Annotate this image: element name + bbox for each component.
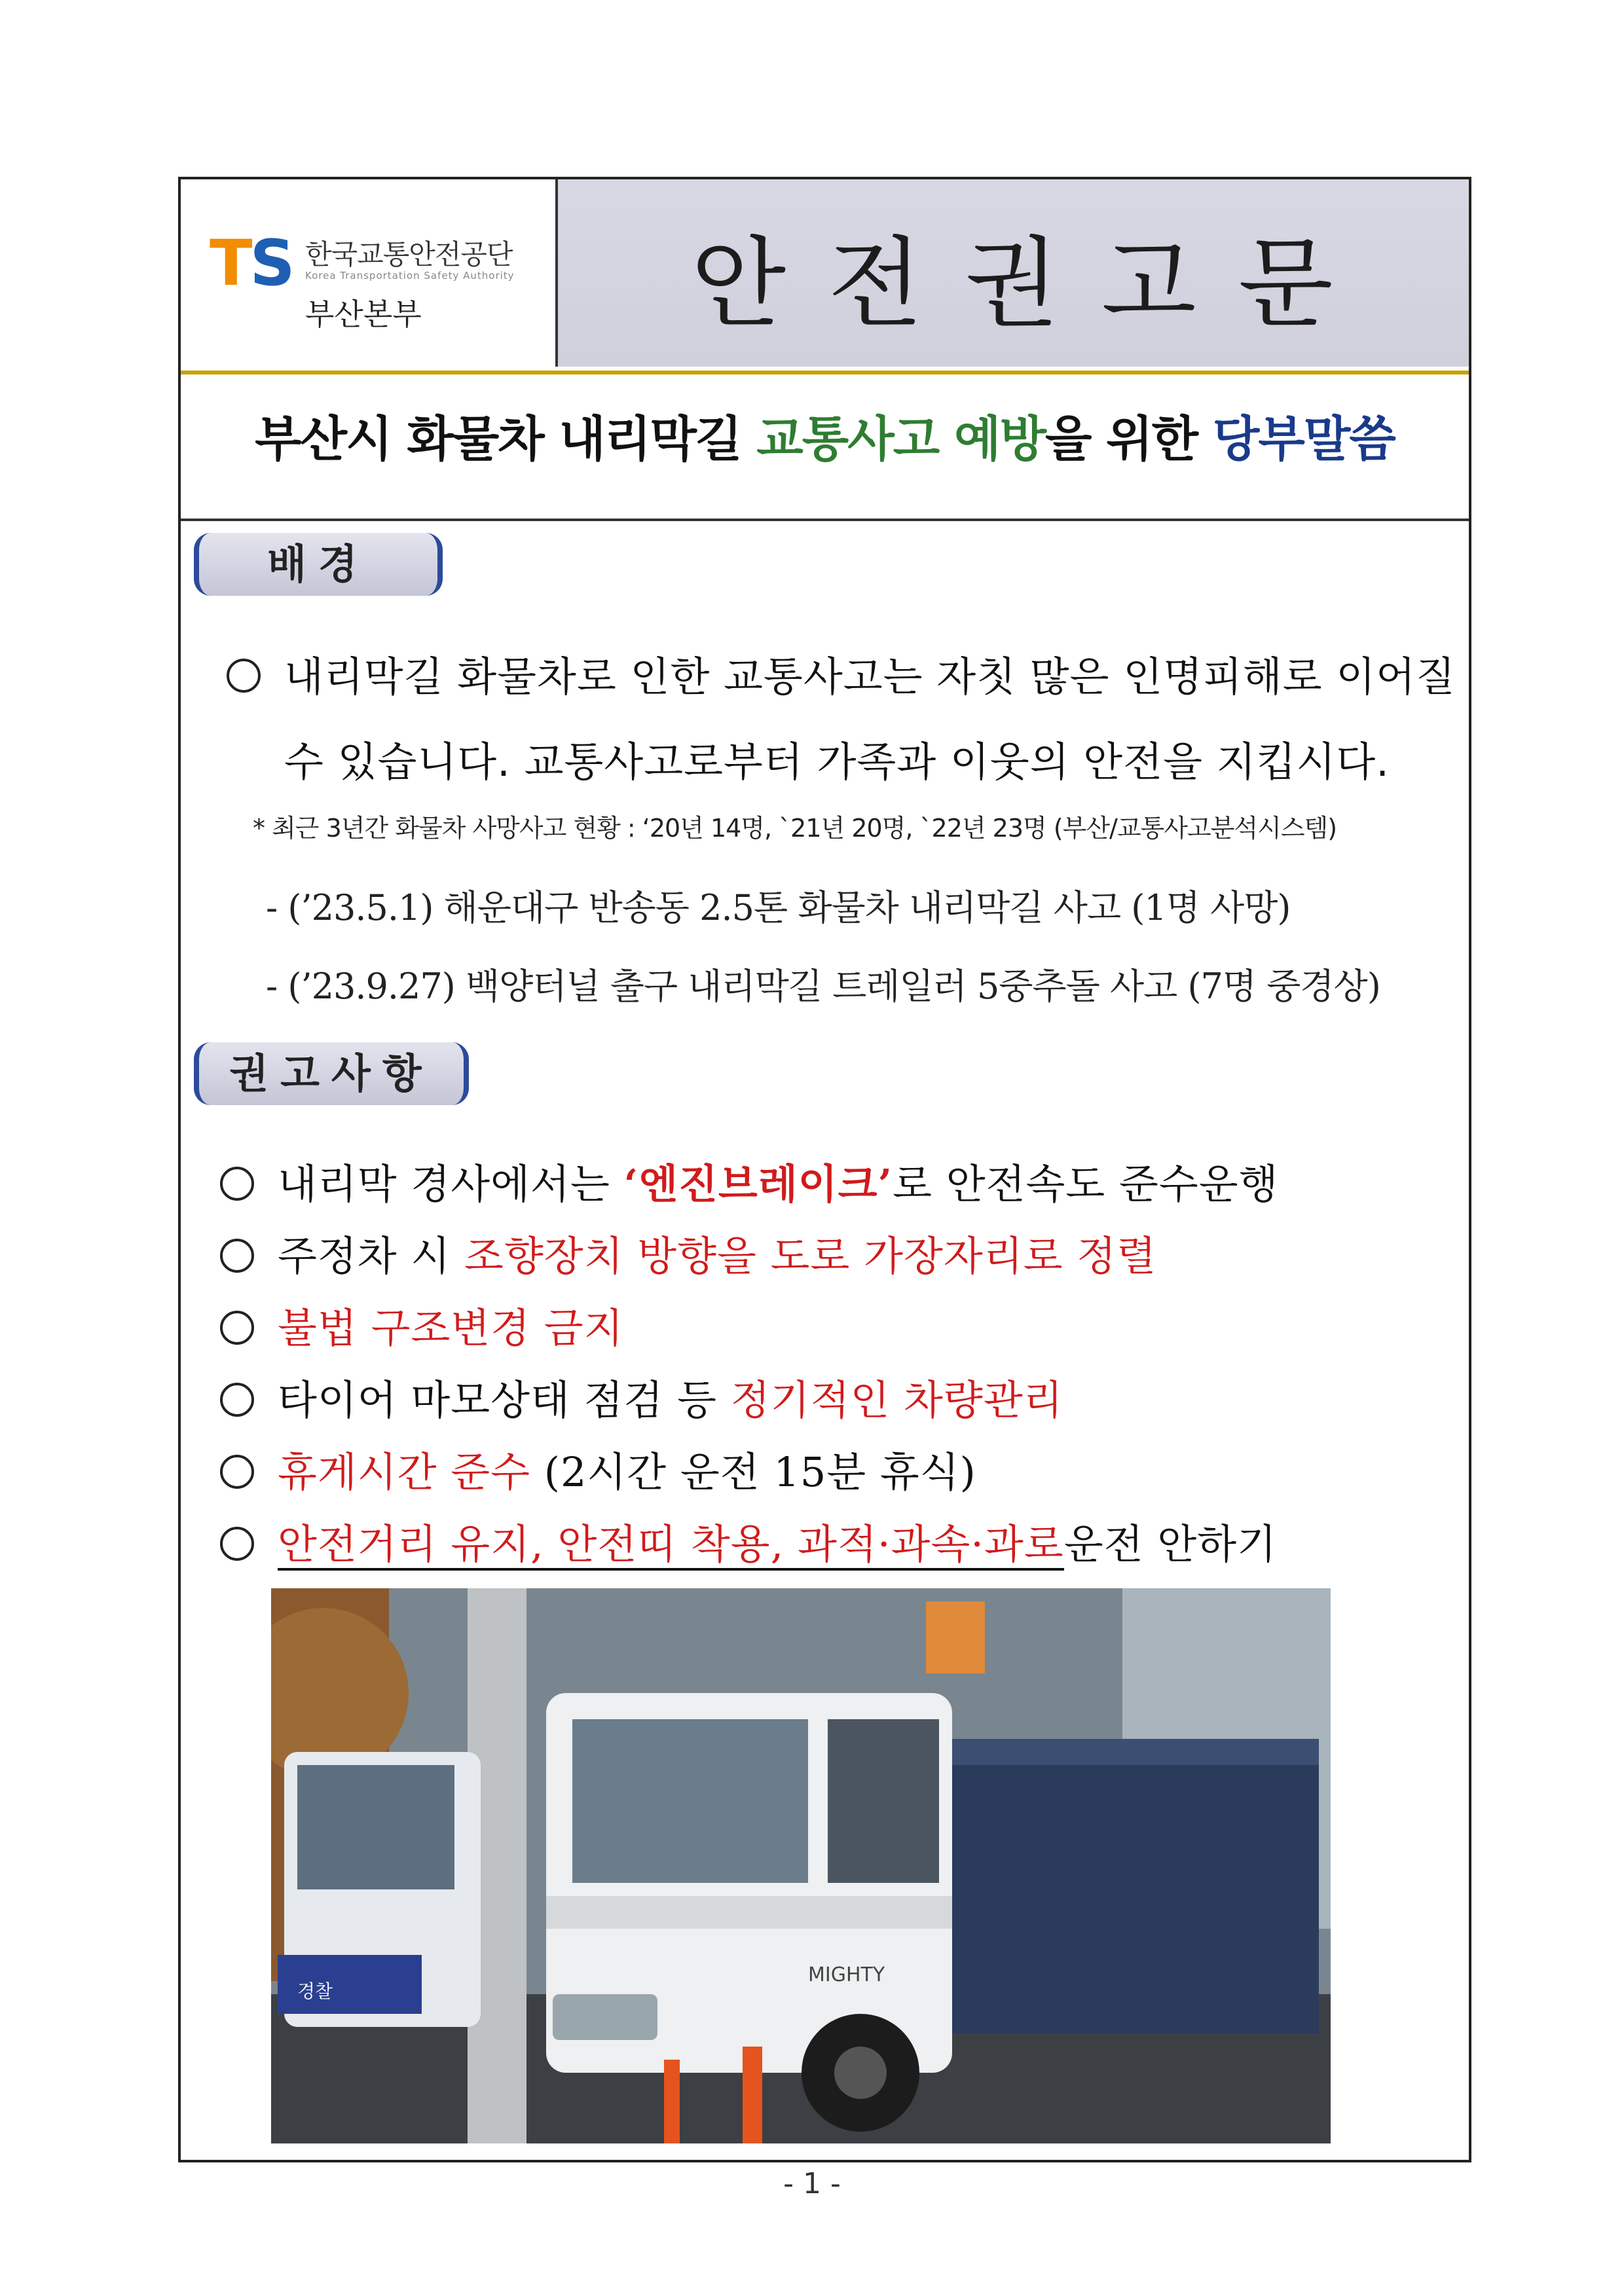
rec1-highlight: ‘엔진브레이크’: [623, 1160, 893, 1208]
subtitle-part2: 교통사고 예방: [756, 411, 1045, 467]
circle-bullet-icon: [220, 1383, 254, 1417]
branch-name: 부산본부: [305, 297, 422, 332]
org-name: 한국교통안전공단: [305, 238, 513, 270]
document-subtitle: [181, 401, 1469, 470]
circle-bullet-icon: [220, 1167, 254, 1201]
background-case1: - (’23.5.1) 해운대구 반송동 2.5톤 화물차 내리막길 사고 (1명 사망): [266, 887, 1291, 928]
rec3-highlight: 불법 구조변경 금지: [278, 1304, 624, 1352]
background-case2: - (’23.9.27) 백양터널 출구 내리막길 트레일러 5중추돌 사고 (7명 중경상): [266, 966, 1380, 1007]
background-line2: 수 있습니다. 교통사고로부터 가족과 이웃의 안전을 지킵시다.: [284, 738, 1390, 786]
recommendation-item-4: [220, 1368, 1063, 1426]
svg-text:경찰: 경찰: [297, 1980, 333, 2002]
page-number: - 1 -: [783, 2167, 841, 2200]
rec5-highlight: 휴게시간 준수: [278, 1448, 531, 1496]
truck-crash-illustration-icon: [271, 1588, 1331, 2143]
ts-logo-s: S: [249, 227, 293, 300]
rec6-post: 운전 안하기: [1063, 1520, 1278, 1568]
svg-text:MIGHTY: MIGHTY: [808, 1963, 885, 1986]
divider: [181, 519, 1469, 521]
header: [181, 179, 1469, 374]
subtitle-part3: 을 위한: [1044, 411, 1213, 467]
section-label-recommendations: 권고사항: [194, 1042, 469, 1105]
circle-bullet-icon: [220, 1239, 254, 1273]
rec1-post: 로 안전속도 준수운행: [893, 1160, 1279, 1208]
recommendation-item-2: [220, 1224, 1156, 1282]
rec4-highlight: 정기적인 차량관리: [730, 1376, 1063, 1424]
ts-logo-t: T: [210, 227, 250, 300]
rec6-highlight: 안전거리 유지, 안전띠 착용, 과적·과속·과로: [278, 1520, 1064, 1571]
org-name-en: Korea Transportation Safety Authority: [305, 270, 515, 282]
circle-bullet-icon: [220, 1455, 254, 1489]
ts-logo-icon: [210, 227, 293, 300]
background-line1-text: 내리막길 화물차로 인한 교통사고는 자칫 많은 인명피해로 이어질: [284, 653, 1456, 701]
section-label-background: 배경: [194, 533, 443, 596]
document-title: 안전권고문: [691, 227, 1375, 341]
circle-bullet-icon: [220, 1527, 254, 1561]
document-frame: [178, 177, 1471, 2162]
background-line1: [227, 644, 1456, 702]
truck-crash-photo: [271, 1588, 1331, 2143]
rec2-pre: 주정차 시: [278, 1232, 464, 1280]
circle-bullet-icon: [227, 659, 261, 693]
logo-box: [181, 179, 558, 367]
subtitle-part1: 부산시 화물차 내리막길: [255, 411, 757, 467]
rec1-pre: 내리막 경사에서는: [278, 1160, 624, 1208]
rec4-pre: 타이어 마모상태 점검 등: [278, 1376, 731, 1424]
recommendation-item-6: [220, 1512, 1277, 1570]
circle-bullet-icon: [220, 1311, 254, 1345]
recommendation-item-3: [220, 1296, 624, 1354]
background-stat: * 최근 3년간 화물차 사망사고 현황 : ‘20년 14명, `21년 20명, `22년 23명 (부산/교통사고분석시스템): [253, 814, 1337, 843]
rec5-post: (2시간 운전 15분 휴식): [530, 1448, 976, 1496]
subtitle-part4: 당부말씀: [1212, 411, 1395, 467]
recommendation-item-1: [220, 1152, 1279, 1210]
recommendation-item-5: [220, 1440, 976, 1498]
rec2-highlight: 조향장치 방향을 도로 가장자리로 정렬: [464, 1232, 1157, 1280]
title-box: [558, 179, 1469, 367]
